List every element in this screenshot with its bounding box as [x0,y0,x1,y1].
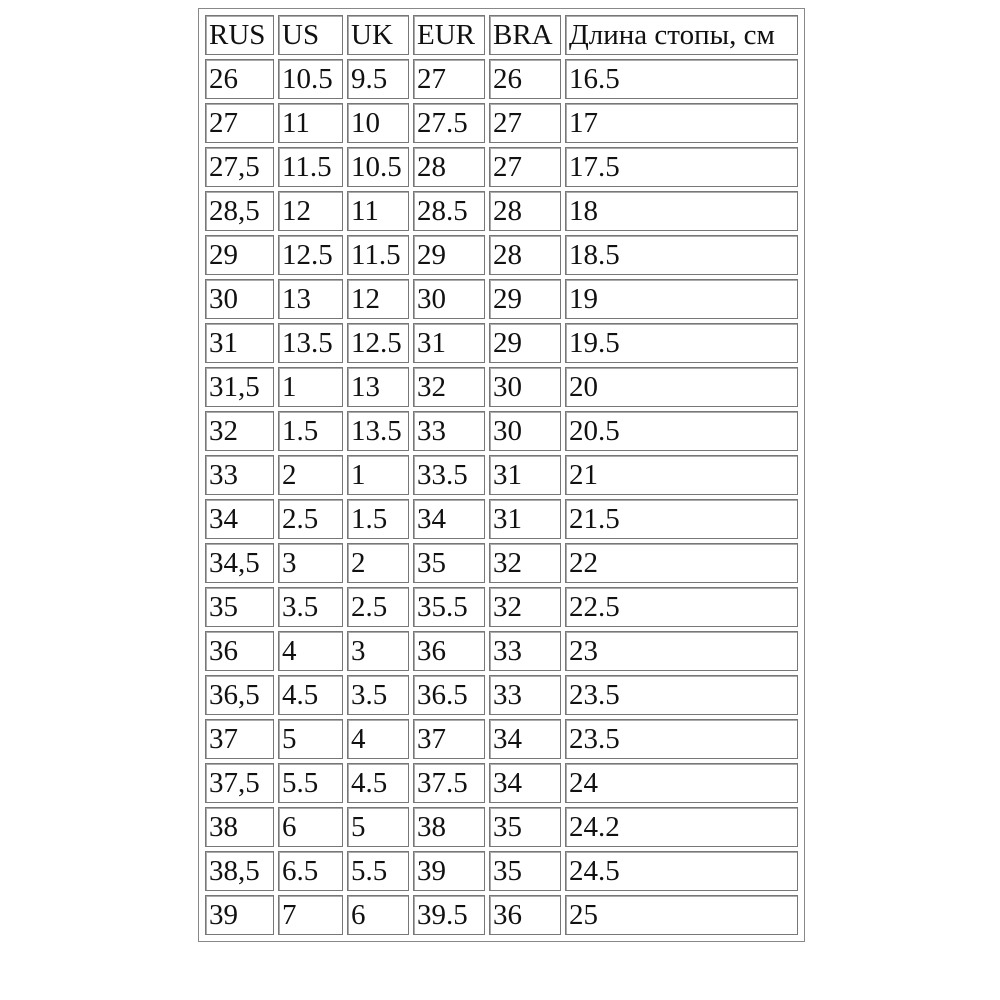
column-header-bra: BRA [489,15,561,55]
size-chart-table-frame [198,8,805,942]
column-header-rus: RUS [205,15,274,55]
table-cell-uk: 13.5 [347,411,409,451]
table-row [205,807,798,847]
table-cell-us: 1 [278,367,343,407]
table-cell-us: 5 [278,719,343,759]
table-cell-eur: 30 [413,279,485,319]
table-cell-eur: 27 [413,59,485,99]
table-cell-us: 13.5 [278,323,343,363]
table-cell-bra: 33 [489,675,561,715]
header-row [205,15,798,55]
table-cell-bra: 30 [489,411,561,451]
table-cell-rus: 26 [205,59,274,99]
table-cell-us: 1.5 [278,411,343,451]
table-cell-eur: 36 [413,631,485,671]
table-row [205,235,798,275]
table-cell-eur: 34 [413,499,485,539]
table-row [205,323,798,363]
table-cell-uk: 1 [347,455,409,495]
table-row [205,543,798,583]
table-cell-bra: 34 [489,719,561,759]
table-cell-eur: 28 [413,147,485,187]
table-cell-foot-length: 24 [565,763,798,803]
table-cell-us: 2.5 [278,499,343,539]
table-row [205,411,798,451]
table-cell-rus: 35 [205,587,274,627]
table-cell-us: 4.5 [278,675,343,715]
table-cell-us: 3.5 [278,587,343,627]
table-cell-eur: 31 [413,323,485,363]
table-cell-foot-length: 16.5 [565,59,798,99]
table-cell-eur: 38 [413,807,485,847]
table-row [205,587,798,627]
table-cell-foot-length: 23 [565,631,798,671]
table-header [205,15,798,55]
table-cell-foot-length: 21.5 [565,499,798,539]
table-row [205,631,798,671]
table-row [205,147,798,187]
table-cell-rus: 36 [205,631,274,671]
table-cell-us: 4 [278,631,343,671]
table-cell-rus: 38 [205,807,274,847]
table-cell-foot-length: 22.5 [565,587,798,627]
column-header-eur: EUR [413,15,485,55]
table-cell-uk: 12 [347,279,409,319]
table-cell-foot-length: 25 [565,895,798,935]
table-row [205,499,798,539]
table-cell-rus: 29 [205,235,274,275]
table-cell-uk: 3.5 [347,675,409,715]
table-cell-rus: 30 [205,279,274,319]
table-cell-us: 10.5 [278,59,343,99]
size-chart-table [201,11,802,939]
table-cell-eur: 39.5 [413,895,485,935]
table-row [205,191,798,231]
table-cell-rus: 27,5 [205,147,274,187]
table-cell-foot-length: 18 [565,191,798,231]
table-cell-bra: 27 [489,103,561,143]
table-cell-bra: 28 [489,235,561,275]
table-cell-foot-length: 20.5 [565,411,798,451]
table-row [205,59,798,99]
table-cell-foot-length: 19.5 [565,323,798,363]
table-cell-uk: 13 [347,367,409,407]
table-cell-bra: 34 [489,763,561,803]
table-cell-foot-length: 20 [565,367,798,407]
table-cell-uk: 1.5 [347,499,409,539]
table-cell-foot-length: 17 [565,103,798,143]
table-cell-eur: 33 [413,411,485,451]
table-row [205,675,798,715]
table-cell-eur: 39 [413,851,485,891]
table-cell-us: 11.5 [278,147,343,187]
table-cell-eur: 35.5 [413,587,485,627]
table-cell-us: 11 [278,103,343,143]
table-cell-foot-length: 24.5 [565,851,798,891]
table-row [205,279,798,319]
table-cell-rus: 33 [205,455,274,495]
table-cell-rus: 32 [205,411,274,451]
table-cell-uk: 3 [347,631,409,671]
table-cell-rus: 27 [205,103,274,143]
table-body [205,59,798,935]
table-cell-uk: 10.5 [347,147,409,187]
table-cell-eur: 27.5 [413,103,485,143]
table-cell-bra: 35 [489,807,561,847]
table-cell-bra: 32 [489,543,561,583]
table-cell-rus: 34,5 [205,543,274,583]
table-cell-rus: 34 [205,499,274,539]
column-header-us: US [278,15,343,55]
table-cell-uk: 11 [347,191,409,231]
table-cell-eur: 37.5 [413,763,485,803]
table-cell-uk: 11.5 [347,235,409,275]
table-cell-eur: 28.5 [413,191,485,231]
table-cell-foot-length: 24.2 [565,807,798,847]
table-cell-us: 12 [278,191,343,231]
table-cell-us: 6.5 [278,851,343,891]
column-header-foot-length: Длина стопы, см [565,15,798,55]
table-cell-foot-length: 23.5 [565,719,798,759]
table-cell-uk: 2 [347,543,409,583]
table-cell-foot-length: 18.5 [565,235,798,275]
table-row [205,367,798,407]
table-cell-bra: 36 [489,895,561,935]
table-cell-bra: 28 [489,191,561,231]
table-cell-bra: 26 [489,59,561,99]
table-cell-bra: 27 [489,147,561,187]
table-cell-rus: 31 [205,323,274,363]
table-cell-rus: 37,5 [205,763,274,803]
table-cell-us: 2 [278,455,343,495]
table-cell-eur: 29 [413,235,485,275]
table-cell-bra: 30 [489,367,561,407]
table-cell-uk: 5.5 [347,851,409,891]
table-cell-uk: 10 [347,103,409,143]
table-cell-uk: 2.5 [347,587,409,627]
table-cell-eur: 33.5 [413,455,485,495]
table-cell-rus: 36,5 [205,675,274,715]
table-row [205,719,798,759]
table-cell-bra: 31 [489,455,561,495]
table-cell-rus: 37 [205,719,274,759]
table-cell-us: 7 [278,895,343,935]
table-row [205,763,798,803]
table-cell-bra: 29 [489,323,561,363]
table-cell-us: 13 [278,279,343,319]
table-cell-uk: 5 [347,807,409,847]
table-row [205,851,798,891]
table-cell-foot-length: 21 [565,455,798,495]
table-cell-us: 5.5 [278,763,343,803]
table-cell-uk: 4 [347,719,409,759]
table-row [205,455,798,495]
table-cell-us: 3 [278,543,343,583]
table-cell-eur: 32 [413,367,485,407]
table-cell-bra: 31 [489,499,561,539]
table-cell-uk: 4.5 [347,763,409,803]
table-cell-rus: 39 [205,895,274,935]
table-cell-bra: 33 [489,631,561,671]
column-header-uk: UK [347,15,409,55]
table-row [205,895,798,935]
table-cell-uk: 6 [347,895,409,935]
table-cell-foot-length: 23.5 [565,675,798,715]
table-cell-bra: 35 [489,851,561,891]
table-cell-foot-length: 19 [565,279,798,319]
table-cell-us: 12.5 [278,235,343,275]
table-cell-us: 6 [278,807,343,847]
table-cell-foot-length: 17.5 [565,147,798,187]
table-cell-eur: 37 [413,719,485,759]
table-cell-foot-length: 22 [565,543,798,583]
table-cell-eur: 36.5 [413,675,485,715]
table-cell-rus: 38,5 [205,851,274,891]
table-cell-eur: 35 [413,543,485,583]
table-cell-bra: 32 [489,587,561,627]
table-cell-bra: 29 [489,279,561,319]
table-row [205,103,798,143]
table-cell-rus: 28,5 [205,191,274,231]
table-cell-uk: 9.5 [347,59,409,99]
table-cell-uk: 12.5 [347,323,409,363]
table-cell-rus: 31,5 [205,367,274,407]
